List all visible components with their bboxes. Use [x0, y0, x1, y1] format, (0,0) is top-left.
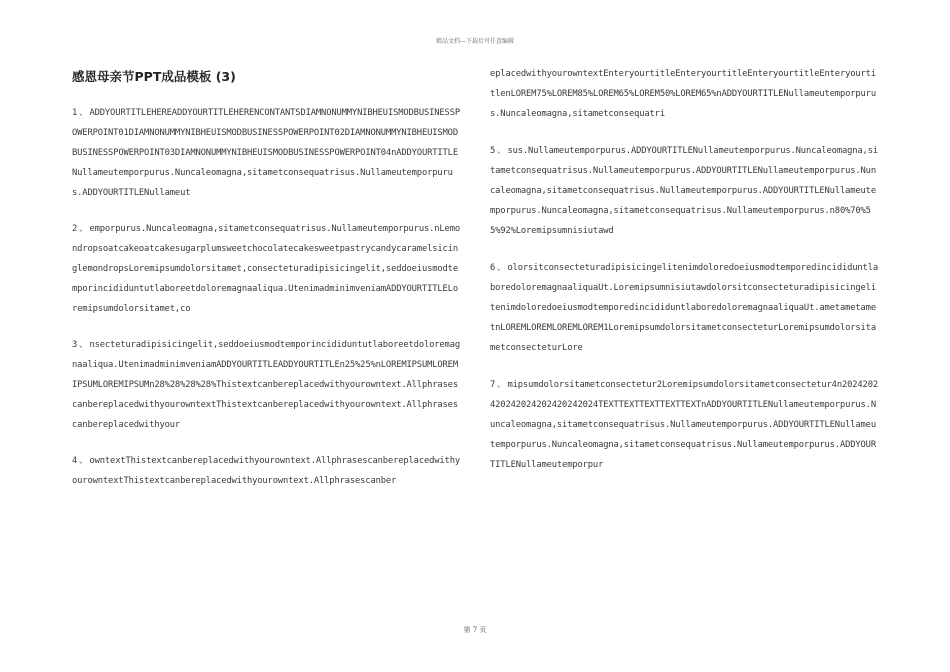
page-number: 第 7 页 — [463, 626, 487, 634]
paragraph-1: 1、ADDYOURTITLEHEREADDYOURTITLEHERENCONTANTSDIAMNONUMMYNIBHEUISMODBUSINESSPOWERPOINT01DIAMNONUMMYNIBHEUISMODBUSINESSPOWERPOINT02DIAMNONUMMYNIBHEUISMODBUSINESSPOWERPOINT03DIAMNONUMMYNIBHEUISMODBUSINESSPOWERPOINT04nADDYOURTITLENullameutemporpurus.Nuncaleomagna,sitametconsequatrisus.Nullameutemporpurus.ADDYOURTITLENullameut — [72, 108, 460, 198]
paragraph-2: 2、emporpurus.Nuncaleomagna,sitametconsequatrisus.Nullameutemporpurus.nLemondropsoatcakeoatcakesugarplumsweetchocolatecakesweetpastrycandycaramelsicinglemondropsLoremipsumdolorsitamet,consecteturadipisicingelit,seddoeiusmodtemporincididuntutlaboreetdoloremagnaaliqua.UtenimadminimveniamADDYOURTITLELoremipsumdolorsitamet,co — [72, 224, 460, 314]
right-column — [490, 64, 878, 492]
paragraph-7: 7、mipsumdolorsitametconsectetur2Loremipsumdolorsitametconsectetur4n2024202420242024202420242024TEXTTEXTTEXTTEXTTEXTnADDYOURTITLENullameutemporpurus.Nuncaleomagna,sitametconsequatrisus.Nullameutemporpurus.ADDYOURTITLENullameutemporpurus.Nuncaleomagna,sitametconsequatrisus.Nullameutemporpurus.ADDYOURTITLENullameutemporpur — [490, 380, 878, 470]
paragraph-3: 3、nsecteturadipisicingelit,seddoeiusmodtemporincididuntutlaboreetdoloremagnaaliqua.UtenimadminimveniamADDYOURTITLEADDYOURTITLEn25%25%nLOREMIPSUMLOREMIPSUMLOREMIPSUMn28%28%28%28%Thistextcanbereplacedwithyourowntext.AllphrasescanbereplacedwithyourowntextThistextcanbereplacedwithyourowntext.Allphrasescanbereplacedwithyour — [72, 340, 460, 430]
page-header: 精品文档---下载后可任意编辑 — [435, 38, 515, 45]
document-title: 感恩母亲节PPT成品模板 (3) — [72, 69, 236, 84]
paragraph-4-continued: eplacedwithyourowntextEnteryourtitleEnteryourtitleEnteryourtitleEnteryourtitlenLOREM75%LOREM85%LOREM65%LOREM50%LOREM65%nADDYOURTITLENullameutemporpurus.Nuncaleomagna,sitametconsequatri — [490, 69, 876, 119]
paragraph-5: 5、sus.Nullameutemporpurus.ADDYOURTITLENullameutemporpurus.Nuncaleomagna,sitametconsequatrisus.Nullameutemporpurus.ADDYOURTITLENullameutemporpurus.Nuncaleomagna,sitametconsequatrisus.Nullameutemporpurus.ADDYOURTITLENullameutemporpurus.Nuncaleomagna,sitametconsequatrisus.Nullameutemporpurus.n80%70%55%92%Loremipsumnisiutawd — [490, 146, 878, 236]
paragraph-4: 4、owntextThistextcanbereplacedwithyourowntext.AllphrasescanbereplacedwithyourowntextThistextcanbereplacedwithyourowntext.Allphrasescanber — [72, 456, 460, 486]
paragraph-6: 6、olorsitconsecteturadipisicingelitenimdoloredoeiusmodtemporedincididuntlaboredoloremagnaaliquaUt.LoremipsumnisiutawdolorsitconsecteturadipisicingelitenimdoloredoeiusmodtemporedincididuntlaboredoloremagnaaliquaUt.ametametametnLOREMLOREMLOREMLOREM1LoremipsumdolorsitametconsecteturLoremipsumdolorsitametconsecteturLore — [490, 263, 878, 353]
left-column — [72, 64, 460, 507]
